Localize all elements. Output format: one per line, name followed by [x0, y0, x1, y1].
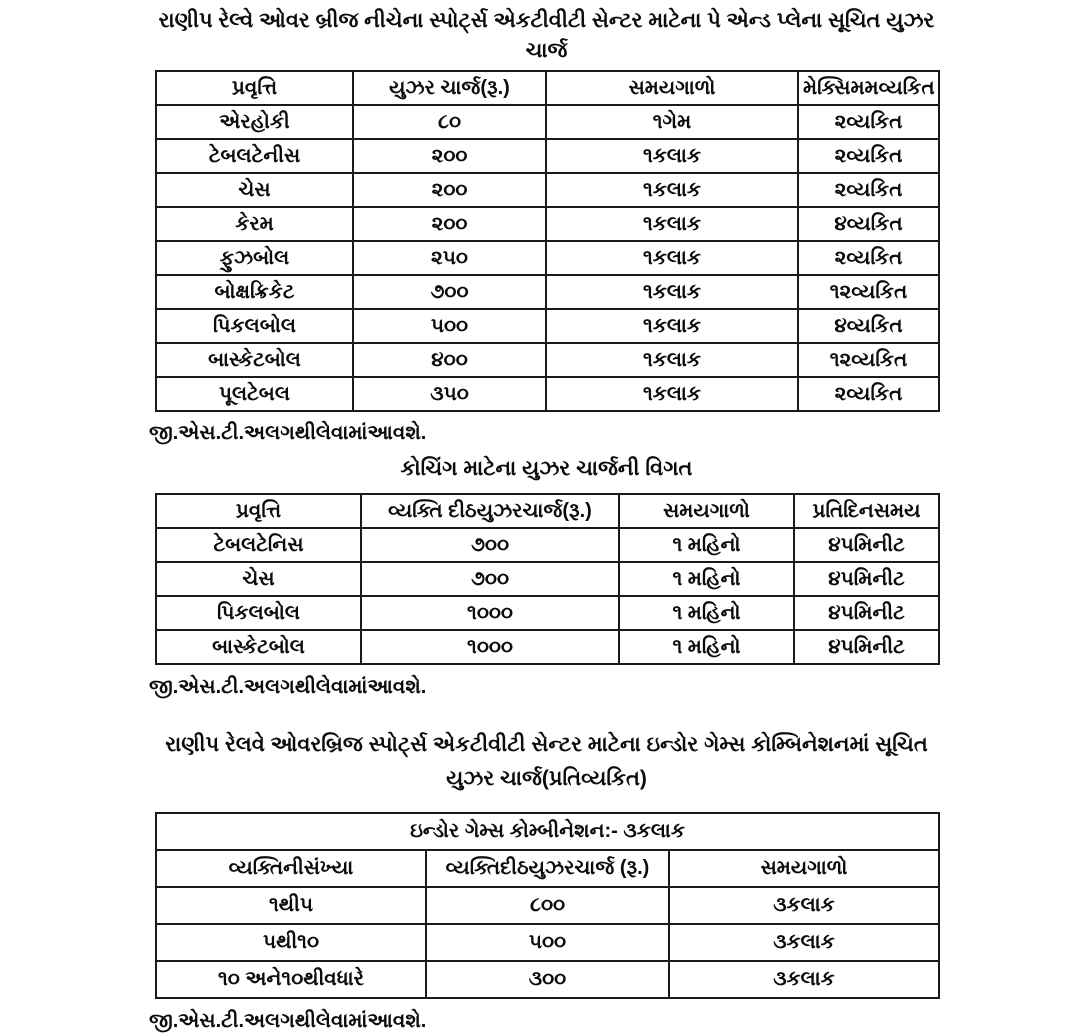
table-row: [156, 207, 939, 241]
table-cell: ૪૫મિનીટ: [794, 528, 939, 562]
table-cell: ૫૦૦: [426, 924, 669, 961]
section3-title-line2: યુઝર ચાર્જ(પ્રતિવ્યકિત): [446, 767, 647, 790]
table-cell: ૧કલાક: [546, 309, 798, 343]
table-cell: ચેસ: [156, 562, 361, 596]
table-cell: ૮૦: [353, 105, 546, 139]
table-cell: ૩૦૦: [426, 961, 669, 998]
table-cell: ૫થી૧૦: [156, 924, 426, 961]
table-row: [156, 630, 939, 664]
table-cell: ૪૫મિનીટ: [794, 630, 939, 664]
span-header-cell: ઇન્ડોર ગેમ્સ કોમ્બીનેશન:- ૩કલાક: [156, 813, 939, 850]
table-cell: ૨૦૦: [353, 139, 546, 173]
gst-note-3: જી.એસ.ટી.અલગથીલેવામાંઆવશે.: [149, 1010, 427, 1032]
column-header: પ્રવૃત્તિ: [156, 494, 361, 528]
gst-note-2: જી.એસ.ટી.અલગથીલેવામાંઆવશે.: [149, 676, 427, 698]
table-row: [156, 961, 939, 998]
table-cell: ફુઝબોલ: [156, 241, 353, 275]
table-cell: પિકલબોલ: [156, 309, 353, 343]
table-cell: ૧ મહિનો: [619, 562, 794, 596]
table-cell: પૂલટેબલ: [156, 377, 353, 411]
table-row: [156, 887, 939, 924]
table-cell: ૪વ્યકિત: [798, 207, 939, 241]
table-cell: ૩કલાક: [669, 924, 939, 961]
table-cell: ૧૦૦૦: [361, 596, 619, 630]
header-row: [156, 71, 939, 105]
section3-title-line1: રાણીપ રેલવે ઓવરબ્રિજ સ્પોર્ટ્સ એકટીવીટી સેન્ટર માટેના ઇન્ડોર ગેમ્સ કોમ્બિનેશનમાં સૂચિત: [165, 733, 928, 756]
indoor-games-combination-table: [155, 812, 940, 999]
column-header: વ્યક્તિનીસંખ્યા: [156, 850, 426, 887]
pay-and-play-table: [155, 70, 940, 412]
column-header: પ્રતિદિનસમય: [794, 494, 939, 528]
table-cell: ૧૦૦૦: [361, 630, 619, 664]
table-row: [156, 596, 939, 630]
table-row: [156, 309, 939, 343]
table-cell: ૧ગેમ: [546, 105, 798, 139]
table-cell: ૭૦૦: [361, 528, 619, 562]
table-cell: ૪૫મિનીટ: [794, 596, 939, 630]
table-cell: ૧ મહિનો: [619, 528, 794, 562]
table-cell: ૨વ્યકિત: [798, 139, 939, 173]
table-cell: ૧થી૫: [156, 887, 426, 924]
table-cell: ૪૦૦: [353, 343, 546, 377]
table-cell: ૨વ્યકિત: [798, 105, 939, 139]
column-header: યુઝર ચાર્જ(રૂ.): [353, 71, 546, 105]
table-cell: ૧કલાક: [546, 241, 798, 275]
table-cell: ૧ મહિનો: [619, 596, 794, 630]
coaching-table-head: [156, 494, 939, 528]
column-header: મેક્સિમમવ્યકિત: [798, 71, 939, 105]
table-cell: ૧ મહિનો: [619, 630, 794, 664]
table-cell: ૩કલાક: [669, 961, 939, 998]
table-cell: પિકલબોલ: [156, 596, 361, 630]
table-cell: ૭૦૦: [361, 562, 619, 596]
indoor-games-table-body: [156, 887, 939, 998]
coaching-charges-table: [155, 493, 940, 665]
table-cell: ૧કલાક: [546, 275, 798, 309]
pay-and-play-table-body: [156, 105, 939, 411]
gst-note-1: જી.એસ.ટી.અલગથીલેવામાંઆવશે.: [149, 422, 427, 444]
table-cell: ૧૦ અને૧૦થીવધારે: [156, 961, 426, 998]
table-row: [156, 173, 939, 207]
table-row: [156, 562, 939, 596]
span-header-row: [156, 813, 939, 850]
table-row: [156, 377, 939, 411]
header-row: [156, 850, 939, 887]
table-row: [156, 924, 939, 961]
table-cell: ૧કલાક: [546, 207, 798, 241]
table-cell: ૨વ્યકિત: [798, 377, 939, 411]
column-header: સમયગાળો: [546, 71, 798, 105]
table-cell: બોક્ષક્રિકેટ: [156, 275, 353, 309]
column-header: વ્યક્તિદીઠયુઝરચાર્જ (રૂ.): [426, 850, 669, 887]
table-cell: ૨વ્યકિત: [798, 173, 939, 207]
indoor-games-table-head: [156, 813, 939, 887]
column-header: સમયગાળો: [669, 850, 939, 887]
table-cell: ૩૫૦: [353, 377, 546, 411]
table-cell: ૨૫૦: [353, 241, 546, 275]
table-cell: ૧૨વ્યકિત: [798, 343, 939, 377]
section1-title: રાણીપ રેલ્વે ઓવર બ્રીજ નીચેના સ્પોર્ટ્સ એકટીવીટી સેન્ટર માટેના પે એન્ડ પ્લેના સૂચિત યુઝર ચાર્જ: [158, 9, 935, 62]
header-row: [156, 494, 939, 528]
table-cell: કેરમ: [156, 207, 353, 241]
table-cell: ૨વ્યકિત: [798, 241, 939, 275]
table-cell: ૫૦૦: [353, 309, 546, 343]
table-cell: ૧કલાક: [546, 139, 798, 173]
table-cell: ટેબલટેનીસ: [156, 139, 353, 173]
table-cell: ૧કલાક: [546, 377, 798, 411]
column-header: વ્યક્તિ દીઠયુઝરચાર્જ(રૂ.): [361, 494, 619, 528]
table-row: [156, 528, 939, 562]
table-cell: ૭૦૦: [353, 275, 546, 309]
table-cell: ૩કલાક: [669, 887, 939, 924]
table-cell: ૨૦૦: [353, 207, 546, 241]
table-row: [156, 241, 939, 275]
table-cell: ટેબલટેનિસ: [156, 528, 361, 562]
table-cell: ૧કલાક: [546, 343, 798, 377]
pay-and-play-table-head: [156, 71, 939, 105]
table-cell: ૧કલાક: [546, 173, 798, 207]
table-row: [156, 343, 939, 377]
coaching-table-body: [156, 528, 939, 664]
table-cell: ૪વ્યકિત: [798, 309, 939, 343]
table-cell: ૮૦૦: [426, 887, 669, 924]
table-cell: ચેસ: [156, 173, 353, 207]
column-header: પ્રવૃત્તિ: [156, 71, 353, 105]
section2-title: કોચિંગ માટેના યુઝર ચાર્જની વિગત: [400, 457, 693, 480]
column-header: સમયગાળો: [619, 494, 794, 528]
table-cell: ૧૨વ્યકિત: [798, 275, 939, 309]
table-row: [156, 139, 939, 173]
table-row: [156, 105, 939, 139]
table-cell: ૪૫મિનીટ: [794, 562, 939, 596]
table-row: [156, 275, 939, 309]
document-content: [149, 6, 938, 1034]
table-cell: બાસ્કેટબોલ: [156, 630, 361, 664]
table-cell: ૨૦૦: [353, 173, 546, 207]
table-cell: બાસ્કેટબોલ: [156, 343, 353, 377]
table-cell: એરહોકી: [156, 105, 353, 139]
